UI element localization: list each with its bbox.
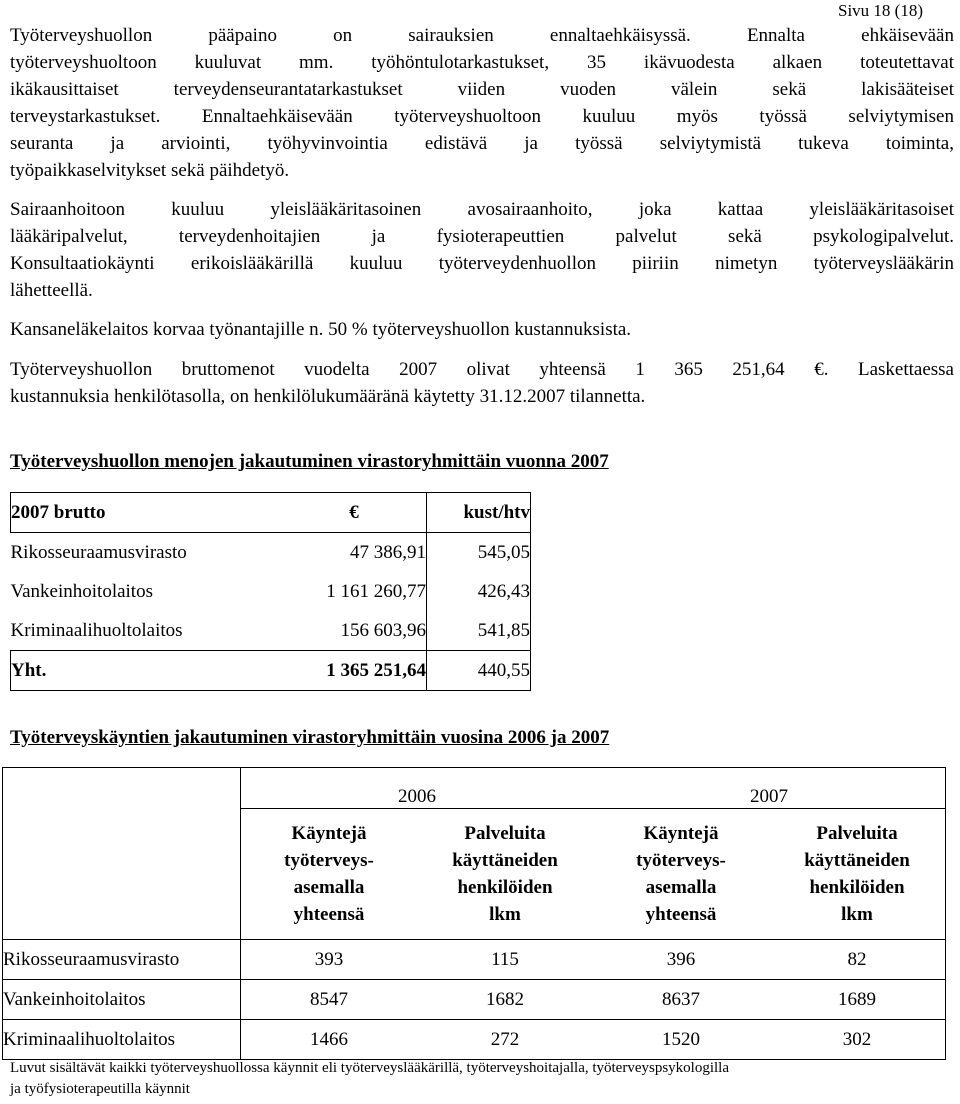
persons-2007: 1689 <box>769 980 946 1020</box>
empty-corner <box>3 768 241 809</box>
paragraph-line: työpaikkaselvitykset sekä päihdetyö. <box>10 160 290 181</box>
total-label: Yht. <box>11 651 283 691</box>
header-line: henkilöiden <box>809 877 905 898</box>
paragraph-line: terveystarkastukset. Ennaltaehkäisevään työterveyshuoltoon kuuluu myös työssä selviytymisen <box>10 106 954 127</box>
header-line: Käyntejä <box>643 823 719 844</box>
table-row <box>11 611 531 651</box>
persons-2006: 115 <box>417 940 593 980</box>
agency-name: Kriminaalihuoltolaitos <box>3 1020 241 1060</box>
header-line: yhteensä <box>645 904 717 925</box>
empty-label-cell <box>3 809 241 940</box>
header-line: henkilöiden <box>457 877 553 898</box>
amount-cell: 1 161 260,77 <box>282 572 427 611</box>
agency-name: Vankeinhoitolaitos <box>3 980 241 1020</box>
header-euro: € <box>282 493 427 533</box>
header-line: asemalla <box>293 877 365 898</box>
table-row <box>3 1020 946 1060</box>
paragraph-preventive-care <box>10 22 954 184</box>
table-row <box>11 572 531 611</box>
table-header-row <box>11 493 531 533</box>
col-visits-2006 <box>241 809 418 940</box>
table-row <box>11 533 531 573</box>
visits-2007: 396 <box>593 940 769 980</box>
paragraph-line: kustannuksia henkilötasolla, on henkilölukumääränä käytetty 31.12.2007 tilannetta. <box>10 386 646 407</box>
table-row <box>3 940 946 980</box>
header-line: yhteensä <box>293 904 365 925</box>
persons-2006: 1682 <box>417 980 593 1020</box>
footnote-line: Luvut sisältävät kaikki työterveyshuollossa käynnit eli työterveyslääkärillä, työterveyshoitajalla, työterveyspsykologilla <box>10 1060 729 1076</box>
total-amount: 1 365 251,64 <box>282 651 427 691</box>
paragraph-medical-care <box>10 196 954 304</box>
paragraph-line: työterveyshuoltoon kuuluvat mm. työhöntulotarkastukset, 35 ikävuodesta alkaen toteutettavat <box>10 52 954 73</box>
visits-2007: 8637 <box>593 980 769 1020</box>
header-line: työterveys- <box>636 850 726 871</box>
visits-2007: 1520 <box>593 1020 769 1060</box>
visit-distribution-table <box>2 767 946 1060</box>
per-htv-cell: 541,85 <box>427 611 531 651</box>
header-label: 2007 brutto <box>11 493 283 533</box>
paragraph-line: Työterveyshuollon pääpaino on sairauksien ennaltaehkäisyssä. Ennalta ehkäisevään <box>10 25 954 46</box>
agency-name: Rikosseuraamusvirasto <box>10 541 187 563</box>
footnote <box>10 1058 954 1100</box>
paragraph-line: Konsultaatiokäynti erikoislääkärillä kuuluu työterveydenhuollon piiriin nimetyn työterveyslääkärin <box>10 253 954 274</box>
paragraph-line: lähetteellä. <box>10 280 93 301</box>
year-2006-header: 2006 <box>241 768 594 809</box>
visits-2006: 8547 <box>241 980 418 1020</box>
persons-2007: 82 <box>769 940 946 980</box>
col-persons-2007 <box>769 809 946 940</box>
cost-distribution-table <box>10 492 531 691</box>
page-number: Sivu 18 (18) <box>838 1 923 20</box>
header-line: lkm <box>489 904 521 925</box>
paragraph-line: seuranta ja arviointi, työhyvinvointia edistävä ja työssä selviytymistä tukeva toiminta, <box>10 133 954 154</box>
table-row <box>3 980 946 1020</box>
per-htv-cell: 545,05 <box>427 533 531 573</box>
header-line: Käyntejä <box>291 823 367 844</box>
paragraph-line: ikäkausittaiset terveydenseurantatarkastukset viiden vuoden välein sekä lakisääteiset <box>10 79 954 100</box>
paragraph-gross-costs <box>10 356 954 410</box>
paragraph-kela-compensation: Kansaneläkelaitos korvaa työnantajille n. 50 % työterveyshuollon kustannuksista. <box>10 319 632 340</box>
amount-cell: 156 603,96 <box>282 611 427 651</box>
agency-name: Vankeinhoitolaitos <box>10 580 153 602</box>
header-line: käyttäneiden <box>804 850 910 871</box>
header-line: lkm <box>841 904 873 925</box>
cost-table-heading: Työterveyshuollon menojen jakautuminen virastoryhmittäin vuonna 2007 <box>10 451 609 472</box>
visits-2006: 393 <box>241 940 418 980</box>
amount-cell: 47 386,91 <box>282 533 427 573</box>
footnote-line: ja työfysioterapeutilla käynnit <box>10 1081 190 1097</box>
col-visits-2007 <box>593 809 769 940</box>
header-line: työterveys- <box>284 850 374 871</box>
year-2007-header: 2007 <box>593 768 946 809</box>
col-persons-2006 <box>417 809 593 940</box>
agency-name: Kriminaalihuoltolaitos <box>10 619 183 641</box>
paragraph-line: Sairaanhoitoon kuuluu yleislääkäritasoinen avosairaanhoito, joka kattaa yleislääkäritasoiset <box>10 199 954 220</box>
agency-name: Rikosseuraamusvirasto <box>3 940 241 980</box>
year-header-row <box>3 768 946 809</box>
per-htv-cell: 426,43 <box>427 572 531 611</box>
visit-table-heading: Työterveyskäyntien jakautuminen virastoryhmittäin vuosina 2006 ja 2007 <box>10 727 610 748</box>
header-line: asemalla <box>645 877 717 898</box>
header-line: käyttäneiden <box>452 850 558 871</box>
persons-2006: 272 <box>417 1020 593 1060</box>
header-per-htv: kust/htv <box>427 493 531 533</box>
header-line: Palveluita <box>464 823 546 844</box>
visits-2006: 1466 <box>241 1020 418 1060</box>
header-line: Palveluita <box>816 823 898 844</box>
table-total-row <box>11 651 531 691</box>
total-per-htv: 440,55 <box>427 651 531 691</box>
paragraph-line: Työterveyshuollon bruttomenot vuodelta 2007 olivat yhteensä 1 365 251,64 €. Laskettaessa <box>10 359 954 380</box>
paragraph-line: lääkäripalvelut, terveydenhoitajien ja fysioterapeuttien palvelut sekä psykologipalvelut. <box>10 226 954 247</box>
column-header-row <box>3 809 946 940</box>
persons-2007: 302 <box>769 1020 946 1060</box>
